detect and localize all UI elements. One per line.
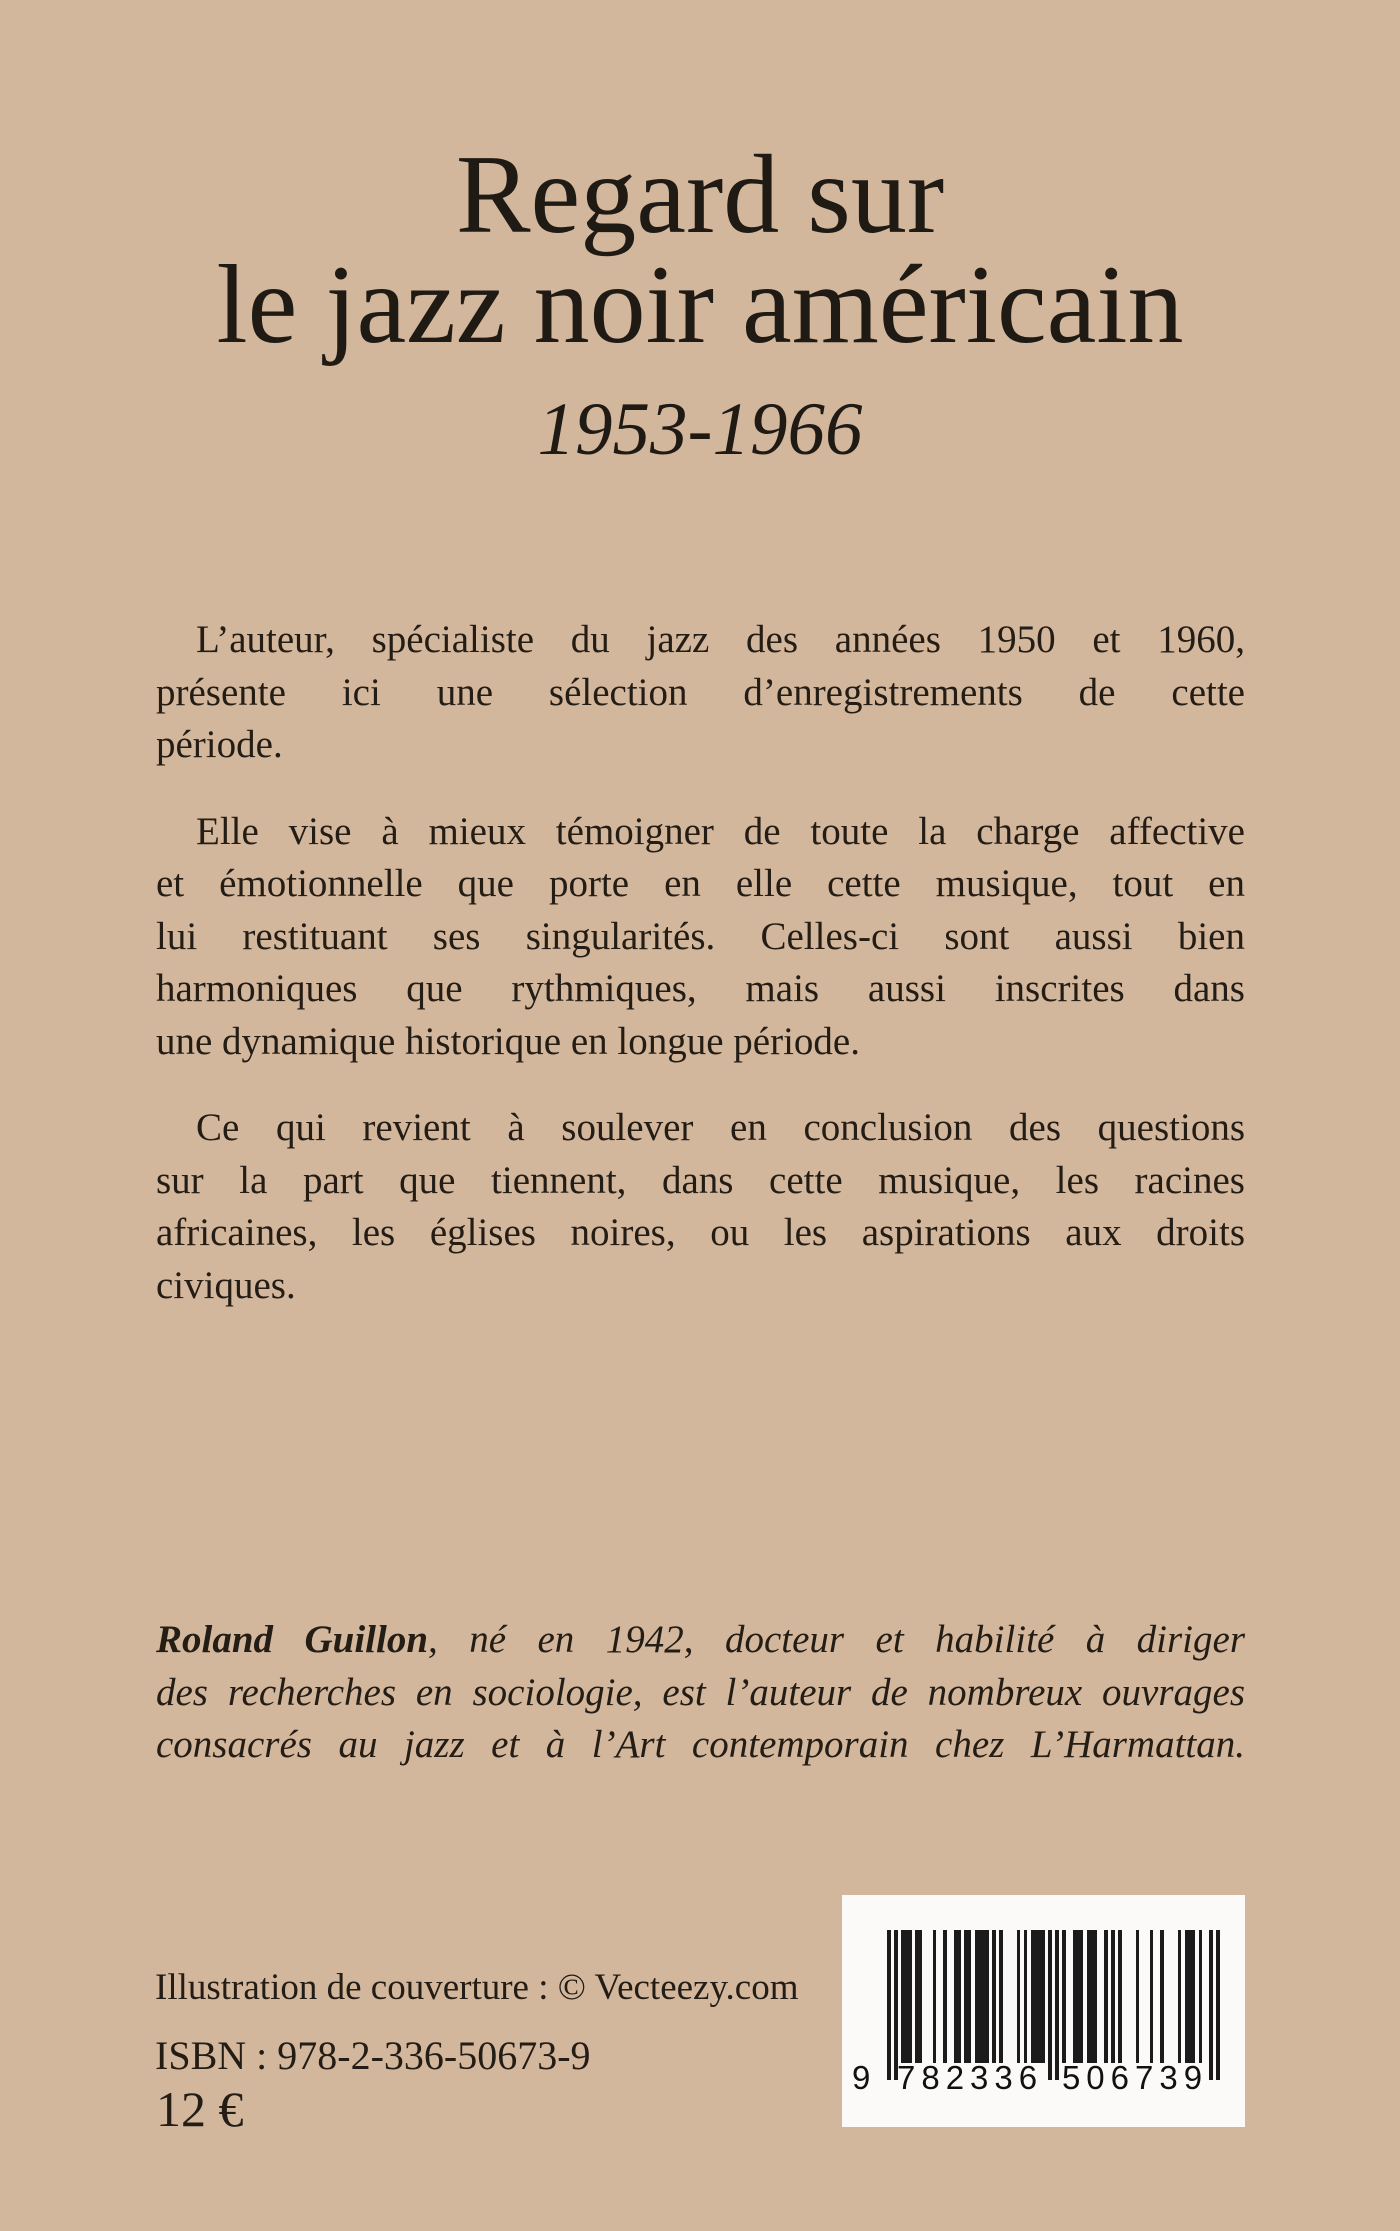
barcode-bar bbox=[1062, 1930, 1066, 2063]
book-subtitle-years: 1953-1966 bbox=[537, 388, 863, 471]
barcode-bar bbox=[1209, 1930, 1213, 2080]
book-title bbox=[0, 133, 1400, 367]
isbn-text: ISBN : 978-2-336-50673-9 bbox=[155, 2033, 591, 2078]
barcode-bar bbox=[1150, 1930, 1154, 2063]
barcode-bar bbox=[1104, 1930, 1108, 2063]
paragraph bbox=[156, 614, 1245, 772]
text-line: présente ici une sélection d’enregistrements de cette bbox=[156, 670, 1245, 714]
barcode-bars bbox=[887, 1930, 1220, 2080]
bio-line1-rest: , né en 1942, docteur et habilité à diriger bbox=[428, 1618, 1246, 1661]
barcode-bar bbox=[1041, 1930, 1045, 2063]
cover-illustration-credit: Illustration de couverture : © Vecteezy.com bbox=[155, 1967, 799, 2008]
barcode-bar bbox=[968, 1930, 972, 2063]
text-line: civiques. bbox=[156, 1263, 296, 1307]
text-line: harmoniques que rythmiques, mais aussi inscrites dans bbox=[156, 967, 1245, 1010]
barcode-bar bbox=[1178, 1930, 1182, 2063]
barcode-bar bbox=[985, 1930, 989, 2063]
barcode bbox=[842, 1895, 1245, 2127]
text-line: sur la part que tiennent, dans cette musique, les racines bbox=[156, 1158, 1245, 1202]
text-line: période. bbox=[156, 723, 283, 766]
text-line: et émotionnelle que porte en elle cette musique, tout en bbox=[156, 862, 1245, 905]
text-line: africaines, les églises noires, ou les aspirations aux droits bbox=[156, 1211, 1245, 1254]
barcode-bar bbox=[1024, 1930, 1028, 2063]
barcode-bar bbox=[957, 1930, 961, 2063]
bio-line2: des recherches en sociologie, est l’auteur de nombreux ouvrages bbox=[156, 1670, 1245, 1714]
synopsis bbox=[156, 614, 1245, 1346]
barcode-bar bbox=[887, 1930, 891, 2080]
barcode-bar bbox=[1080, 1930, 1084, 2063]
barcode-bar bbox=[908, 1930, 912, 2063]
barcode-bar bbox=[992, 1930, 996, 2063]
barcode-bar bbox=[919, 1930, 923, 2063]
barcode-bar bbox=[1160, 1930, 1164, 2063]
barcode-digits-group1: 782336 bbox=[897, 2059, 1044, 2096]
barcode-bar bbox=[1111, 1930, 1115, 2063]
barcode-bar bbox=[894, 1930, 898, 2080]
barcode-digit-first: 9 bbox=[852, 2059, 871, 2096]
author-name: Roland Guillon bbox=[156, 1618, 429, 1661]
barcode-bar bbox=[1199, 1930, 1203, 2063]
paragraph bbox=[156, 806, 1245, 1069]
author-bio bbox=[156, 1614, 1245, 1772]
barcode-bar bbox=[999, 1930, 1003, 2063]
barcode-bar bbox=[1192, 1930, 1196, 2063]
barcode-bar bbox=[943, 1930, 947, 2063]
price-text: 12 € bbox=[156, 2081, 244, 2137]
text-line: Elle vise à mieux témoigner de toute la charge affective bbox=[196, 809, 1245, 853]
barcode-bar bbox=[1055, 1930, 1059, 2080]
barcode-bar bbox=[1017, 1930, 1021, 2063]
paragraph bbox=[156, 1102, 1245, 1312]
text-line: L’auteur, spécialiste du jazz des années 1950 et 1960, bbox=[196, 618, 1245, 661]
barcode-bar bbox=[1136, 1930, 1140, 2063]
barcode-digits-group2: 506739 bbox=[1061, 2059, 1209, 2096]
barcode-bar bbox=[1048, 1930, 1052, 2080]
barcode-bar bbox=[933, 1930, 937, 2063]
text-line: Ce qui revient à soulever en conclusion des questions bbox=[196, 1106, 1245, 1149]
bio-line1 bbox=[156, 1614, 1245, 1667]
barcode-bar bbox=[1118, 1930, 1122, 2063]
barcode-bar bbox=[1094, 1930, 1098, 2063]
text-line: une dynamique historique en longue période. bbox=[156, 1019, 860, 1063]
book-title-line1: Regard sur bbox=[455, 133, 945, 257]
text-line: lui restituant ses singularités. Celles-ci sont aussi bien bbox=[156, 914, 1245, 958]
bio-line3: consacrés au jazz et à l’Art contemporain chez L’Harmattan. bbox=[156, 1723, 1245, 1766]
barcode-bar bbox=[1216, 1930, 1220, 2080]
book-title-line2: le jazz noir américain bbox=[216, 243, 1184, 367]
barcode-digits bbox=[842, 2060, 1245, 2102]
